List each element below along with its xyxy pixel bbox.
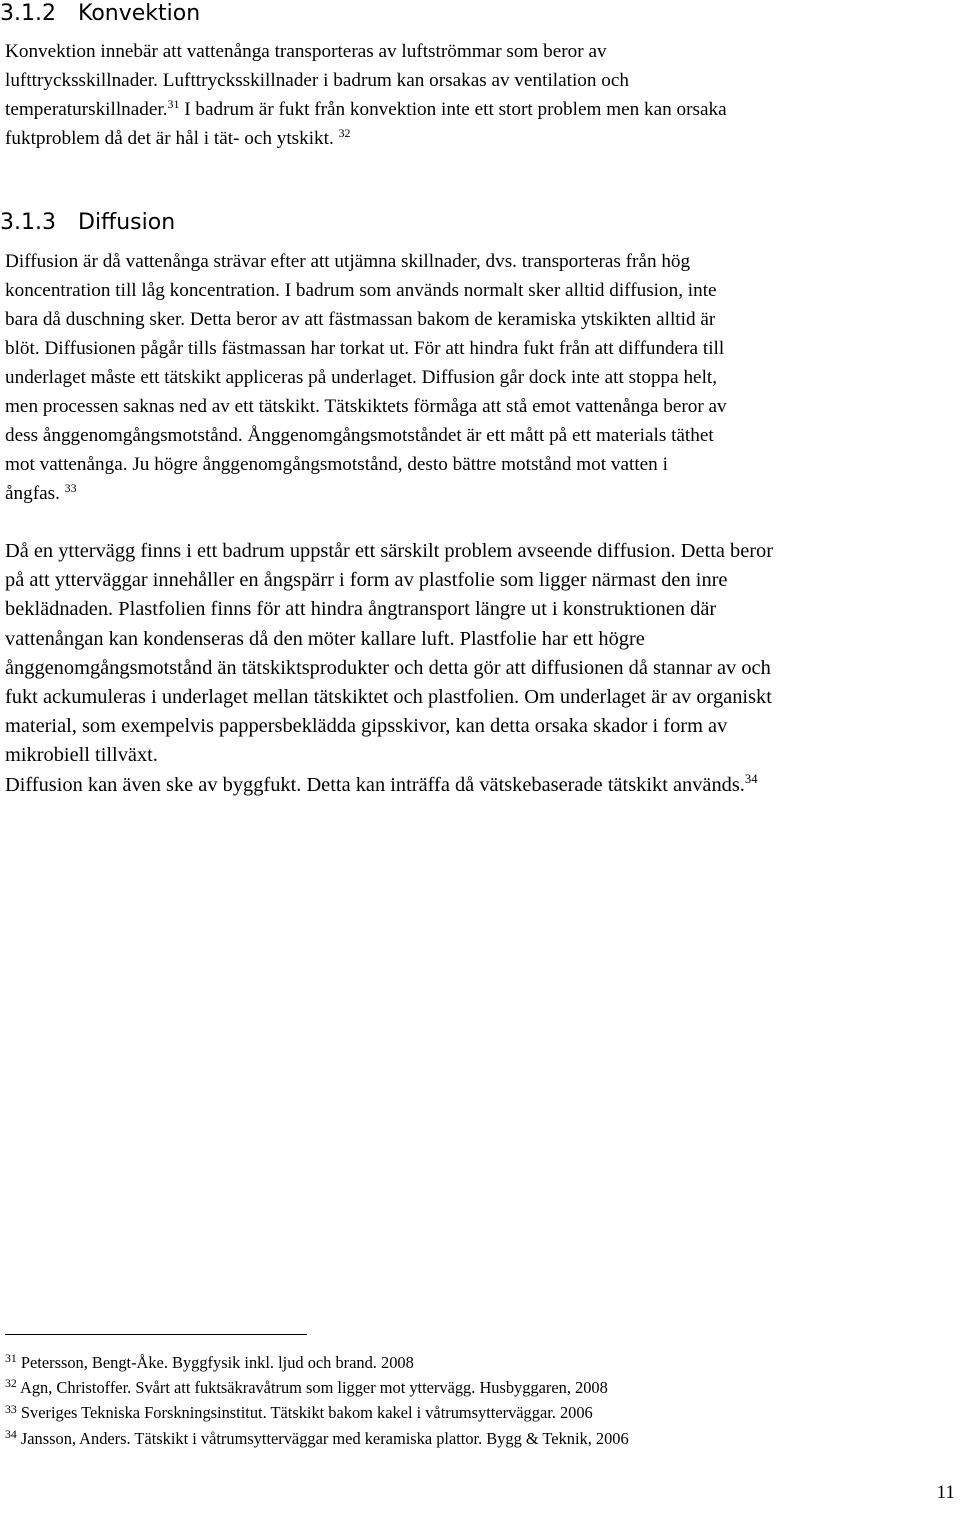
- line-text: I badrum är fukt från konvektion inte ett stort problem men kan orsaka: [179, 99, 727, 120]
- section-number: 3.1.2: [0, 1, 56, 26]
- page-number: 11: [936, 1482, 955, 1503]
- footnote-text: Agn, Christoffer. Svårt att fuktsäkravåtrum som ligger mot yttervägg. Husbyggaren, 2008: [16, 1378, 608, 1398]
- footnote-ref: 34: [744, 771, 758, 786]
- text-line: mikrobiell tillväxt.: [5, 744, 158, 767]
- text-line: [5, 771, 957, 800]
- footnote: [5, 1426, 955, 1451]
- text-line: mot vattenånga. Ju högre ånggenomgångsmotstånd, desto bättre motstånd mot vatten i: [5, 454, 668, 475]
- text-line: ånggenomgångsmotstånd än tätskiktsprodukter och detta gör att diffusionen då stannar av och: [5, 656, 771, 679]
- text-line: Diffusion är då vattenånga strävar efter att utjämna skillnader, dvs. transporteras från hög: [5, 251, 691, 272]
- text-line: underlaget måste ett tätskikt appliceras på underlaget. Diffusion går dock inte att stoppa helt,: [5, 367, 718, 388]
- footnote-number: 34: [5, 1426, 17, 1441]
- text-line: koncentration till låg koncentration. I badrum som används normalt sker alltid diffusion, inte: [5, 280, 717, 301]
- section-heading-konvektion: [0, 0, 200, 28]
- footnote-separator: [5, 1334, 307, 1335]
- text-line: [5, 479, 957, 508]
- text-line: blöt. Diffusionen pågår tills fästmassan har torkat ut. För att hindra fukt från att diffundera till: [5, 338, 725, 359]
- text-line: material, som exempelvis pappersbeklädda gipsskivor, kan detta orsaka skador i form av: [5, 715, 728, 738]
- section-title: Konvektion: [78, 1, 201, 26]
- text-line: [5, 37, 957, 66]
- footnote-text: Petersson, Bengt-Åke. Byggfysik inkl. ljud och brand. 2008: [16, 1353, 414, 1372]
- footnote-ref: 31: [167, 96, 180, 111]
- footnote-text: Sveriges Tekniska Forskningsinstitut. Tätskikt bakom kakel i våtrumsytterväggar. 2006: [16, 1403, 593, 1423]
- footnote-ref: 32: [338, 125, 351, 140]
- line-text: ångfas.: [5, 483, 60, 504]
- line-text: Konvektion innebär att vattenånga transporteras av luftströmmar som beror av: [5, 41, 607, 62]
- text-line: på att ytterväggar innehåller en ångspärr i form av plastfolie som ligger närmast den inre: [5, 569, 728, 592]
- text-line: [5, 95, 957, 124]
- footnote-number: 32: [5, 1376, 17, 1391]
- text-line: Då en yttervägg finns i ett badrum uppstår ett särskilt problem avseende diffusion. Detta beror: [5, 540, 774, 562]
- line-text: temperaturskillnader.: [5, 99, 168, 120]
- text-line: dess ånggenomgångsmotstånd. Ånggenomgångsmotståndet är ett mått på ett materials täthet: [5, 425, 714, 446]
- footnote-number: 33: [5, 1401, 17, 1416]
- line-text: Diffusion kan även ske av byggfukt. Detta kan inträffa då vätskebaserade tätskikt används.: [5, 773, 745, 796]
- footnote-ref: 33: [64, 480, 77, 495]
- line-text: lufttrycksskillnader. Lufttrycksskillnader i badrum kan orsakas av ventilation och: [5, 70, 629, 91]
- line-text: fuktproblem då det är hål i tät- och ytskikt.: [5, 128, 334, 149]
- text-line: [5, 124, 957, 153]
- footnote: [5, 1375, 955, 1400]
- text-line: bara då duschning sker. Detta beror av att fästmassan bakom de keramiska ytskikten alltid är: [5, 309, 716, 330]
- text-line: beklädnaden. Plastfolien finns för att hindra ångtransport längre ut i konstruktionen där: [5, 598, 717, 621]
- footnote-text: Jansson, Anders. Tätskikt i våtrumsytterväggar med keramiska plattor. Bygg & Teknik, 2006: [16, 1428, 629, 1448]
- text-line: [5, 66, 957, 95]
- footnote: [5, 1400, 955, 1425]
- section-number: 3.1.3: [0, 210, 56, 235]
- text-line: fukt ackumuleras i underlaget mellan tätskiktet och plastfolien. Om underlaget är av organiskt: [5, 686, 772, 709]
- footnote-number: 31: [5, 1351, 17, 1366]
- section-title: Diffusion: [78, 210, 176, 235]
- paragraph-yttervagg: [5, 537, 957, 800]
- section-heading-diffusion: [0, 209, 175, 237]
- footnote: [5, 1350, 955, 1375]
- text-line: men processen saknas ned av ett tätskikt. Tätskiktets förmåga att stå emot vattenånga beror av: [5, 396, 727, 417]
- text-line: vattenångan kan kondenseras då den möter kallare luft. Plastfolie har ett högre: [5, 627, 645, 650]
- footnotes: [5, 1350, 955, 1451]
- paragraph-diffusion: [5, 247, 957, 508]
- paragraph-konvektion: [5, 37, 957, 153]
